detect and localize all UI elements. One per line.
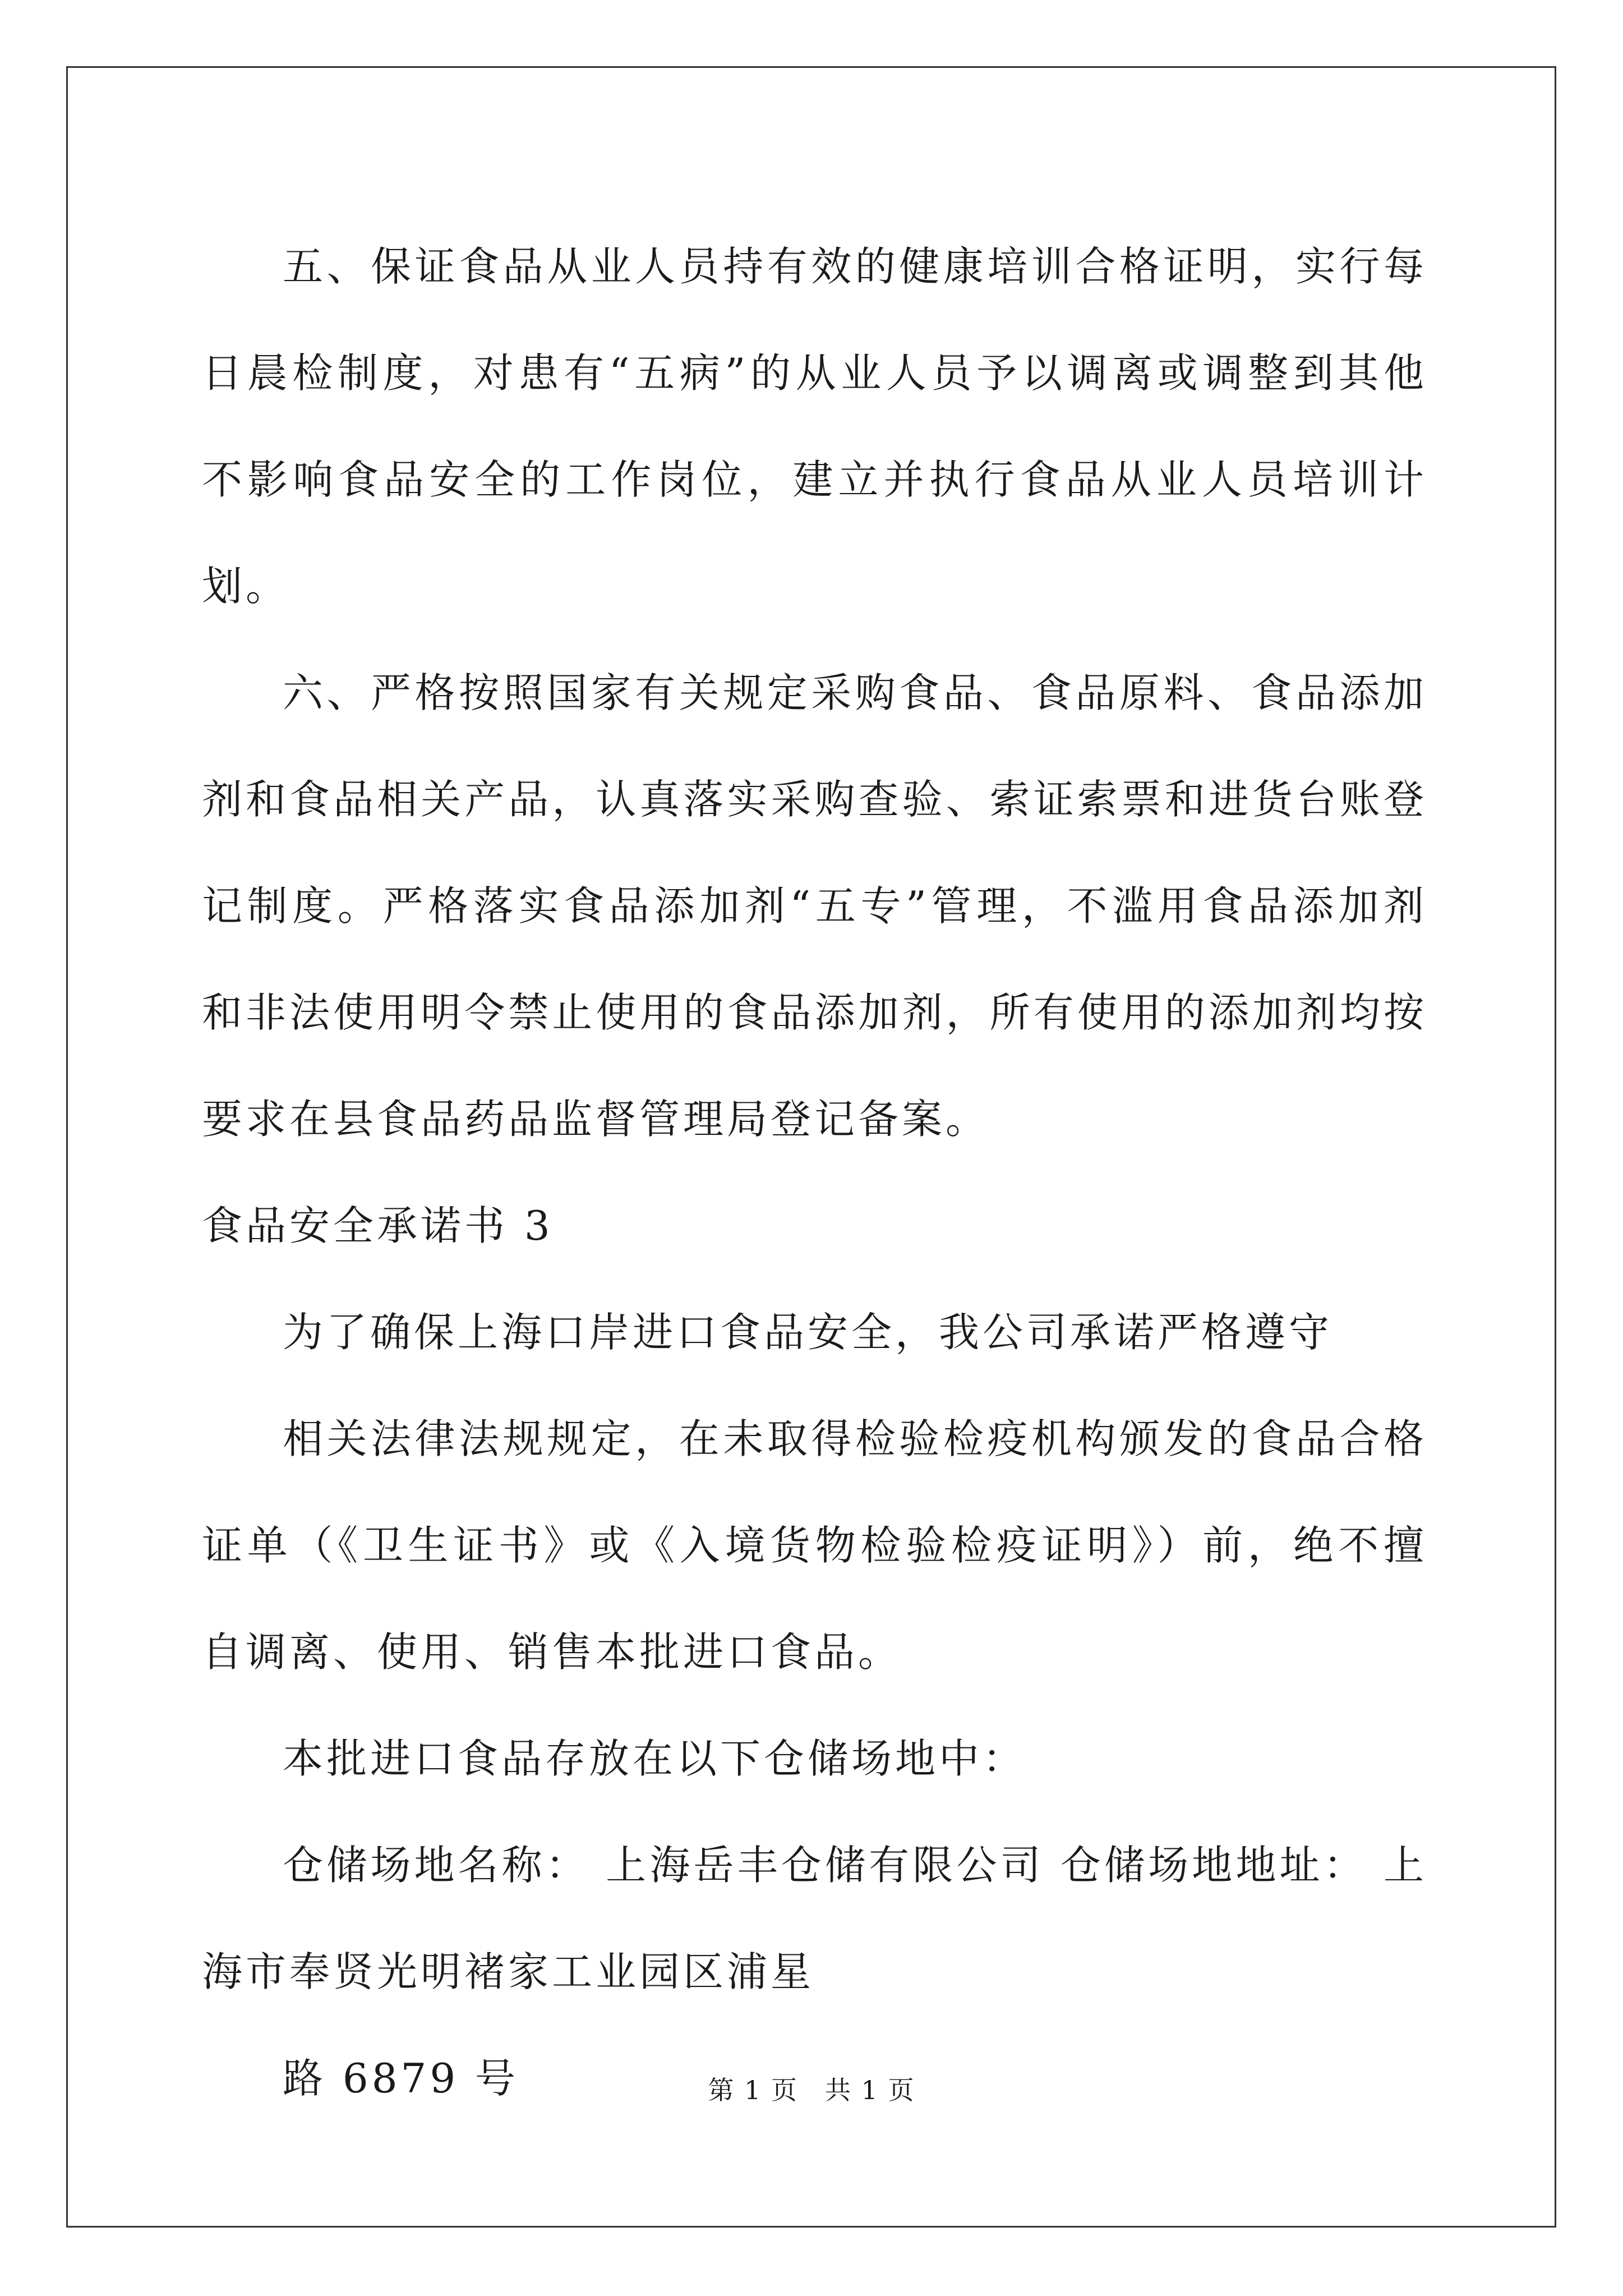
paragraph-item-5: 五、保证食品从业人员持有效的健康培训合格证明，实行每日晨检制度，对患有“五病”的从业人员予以调离或调整到其他不影响食品安全的工作岗位，建立并执行食品从业人员培训计划。 xyxy=(202,243,1427,610)
page-footer: 第 1 页 共 1 页 xyxy=(708,2075,915,2105)
paragraph-intro: 为了确保上海口岸进口食品安全，我公司承诺严格遵守 xyxy=(283,1309,1333,1356)
paragraph-storage-details: 仓储场地名称： 上海岳丰仓储有限公司 仓储场地地址： 上海市奉贤光明褚家工业园区浦星 xyxy=(202,1842,1427,1995)
document-body xyxy=(202,213,1427,2132)
paragraph-address-number: 路 6879 号 xyxy=(283,2055,519,2102)
paragraph-item-6: 六、严格按照国家有关规定采购食品、食品原料、食品添加剂和食品相关产品，认真落实采购查验、索证索票和进货台账登记制度。严格落实食品添加剂“五专”管理，不滥用食品添加剂和非法使用明令禁止使用的食品添加剂，所有使用的添加剂均按要求在县食品药品监督管理局登记备案。 xyxy=(202,669,1427,1143)
paragraph-storage-intro: 本批进口食品存放在以下仓储场地中： xyxy=(283,1735,1027,1782)
paragraph-regulations: 相关法律法规规定，在未取得检验检疫机构颁发的食品合格证单（《卫生证书》或《入境货物检验检疫证明》）前，绝不擅自调离、使用、销售本批进口食品。 xyxy=(202,1415,1427,1676)
section-heading: 食品安全承诺书 3 xyxy=(202,1202,554,1249)
